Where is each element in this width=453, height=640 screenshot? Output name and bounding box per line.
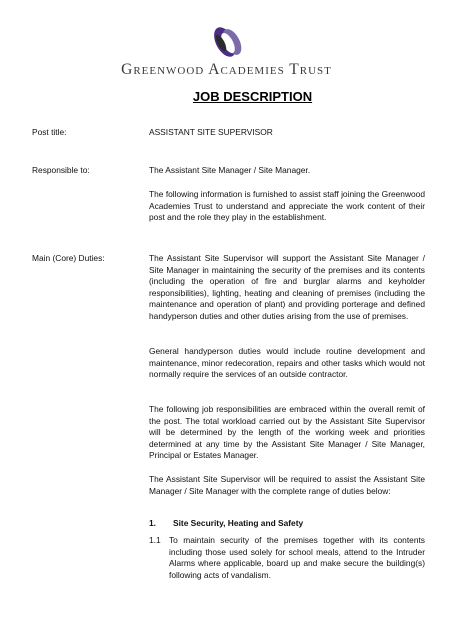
subsection-text: To maintain security of the premises together with its contents including those used solely for school meals, attend to the Intruder Alarms where applicable, board up and make secure the building(s) following acts of vandalism. xyxy=(169,535,425,580)
section-title: Site Security, Heating and Safety xyxy=(173,518,304,528)
subsection-number: 1.1 xyxy=(149,535,161,545)
duties-paragraph-3: The following job responsibilities are embraced within the overall remit of the post. The total workload carried out by the Assistant Site Supervisor will be determined by the length of the working week and priorities determined at any time by the Assistant Site Manager / Site Manager, Principal or Estates Manager. xyxy=(149,404,425,461)
responsible-to-value: The Assistant Site Manager / Site Manager. xyxy=(149,165,311,175)
section-number: 1. xyxy=(149,518,156,528)
greenwood-swirl-logo-icon xyxy=(208,20,248,64)
intro-paragraph: The following information is furnished to assist staff joining the Greenwood Academies Trust to understand and appreciate the work content of their post and the role they play in the establishment. xyxy=(149,189,425,223)
post-title-value: ASSISTANT SITE SUPERVISOR xyxy=(149,127,273,137)
main-duties-label: Main (Core) Duties: xyxy=(32,253,105,263)
post-title-label: Post title: xyxy=(32,127,67,137)
document-title: JOB DESCRIPTION xyxy=(192,89,313,104)
organization-name: Greenwood Academies Trust xyxy=(121,61,332,78)
duties-paragraph-4: The Assistant Site Supervisor will be required to assist the Assistant Site Manager / Site Manager with the complete range of duties below: xyxy=(149,474,425,496)
responsible-to-label: Responsible to: xyxy=(32,165,90,175)
duties-paragraph-1: The Assistant Site Supervisor will support the Assistant Site Manager / Site Manager in maintaining the security of the premises and its contents (including the operation of fire and burglar alarms and keyholder responsibilities), lighting, heating and cleaning of premises (including the maintenance and operation of plant) and providing porterage and defined handyperson duties and other duties arising from the use of premises. xyxy=(149,253,425,321)
section-heading xyxy=(149,518,303,528)
duties-paragraph-2: General handyperson duties would include routine development and maintenance, minor redecoration, repairs and other tasks which would not normally require the services of an outside contractor. xyxy=(149,346,425,380)
